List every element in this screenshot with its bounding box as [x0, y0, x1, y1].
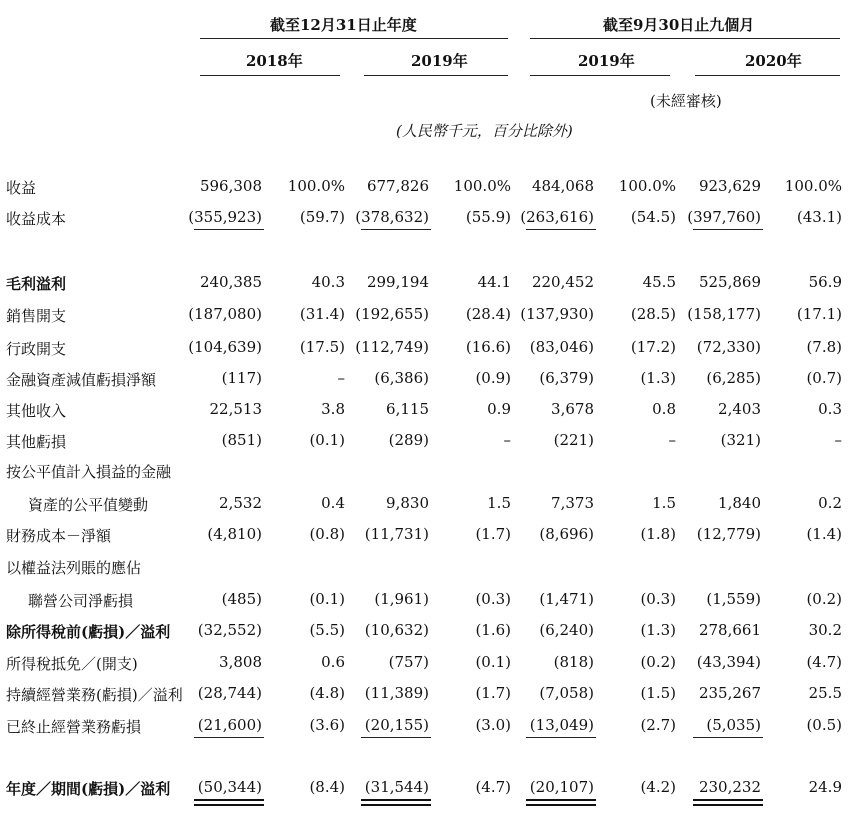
- percent-cell: 100.0%: [618, 177, 676, 195]
- percent-cell: (1.4): [806, 525, 842, 543]
- percent-cell: (43.1): [796, 208, 842, 226]
- period-2020: 2020年: [745, 52, 802, 70]
- percent-cell: (0.9): [475, 369, 511, 387]
- row-label: 銷售開支: [6, 307, 67, 325]
- percent-cell: 40.3: [311, 273, 345, 291]
- percent-cell: 0.9: [487, 400, 511, 418]
- amount-cell: 525,869: [698, 273, 761, 291]
- percent-cell: (1.5): [640, 684, 676, 702]
- group-header-year: 截至12月31日止年度: [270, 16, 417, 34]
- percent-cell: 3.8: [321, 400, 345, 418]
- amount-cell: (112,749): [355, 338, 429, 356]
- total-double-underline: [693, 804, 763, 806]
- group-header-nine-months: 截至9月30日止九個月: [603, 16, 755, 34]
- amount-cell: 220,452: [531, 273, 594, 291]
- percent-cell: (17.2): [630, 338, 676, 356]
- row-label: 收益: [6, 179, 37, 197]
- percent-cell: 1.5: [652, 494, 676, 512]
- percent-cell: 0.6: [321, 653, 345, 671]
- percent-cell: (4.7): [806, 653, 842, 671]
- year-underline-2018: [200, 75, 340, 76]
- amount-cell: 923,629: [698, 177, 761, 195]
- subtotal-underline: [361, 229, 431, 230]
- percent-cell: (0.7): [806, 369, 842, 387]
- amount-cell: (289): [388, 431, 429, 449]
- amount-cell: (72,330): [696, 338, 761, 356]
- period-2019: 2019年: [578, 52, 635, 70]
- subtotal-underline: [693, 229, 763, 230]
- percent-cell: (54.5): [630, 208, 676, 226]
- percent-cell: 44.1: [477, 273, 511, 291]
- amount-cell: (378,632): [355, 208, 429, 226]
- amount-cell: 1,840: [718, 494, 761, 512]
- percent-cell: (1.6): [475, 621, 511, 639]
- amount-cell: (355,923): [188, 208, 262, 226]
- percent-cell: (4.8): [309, 684, 345, 702]
- subtotal-underline: [194, 229, 264, 230]
- percent-cell: –: [337, 369, 345, 387]
- amount-cell: (13,049): [529, 716, 594, 734]
- percent-cell: 100.0%: [784, 177, 842, 195]
- amount-cell: (6,379): [539, 369, 594, 387]
- amount-cell: (192,655): [355, 305, 429, 323]
- percent-cell: (1.3): [640, 369, 676, 387]
- amount-cell: (6,285): [706, 369, 761, 387]
- percent-cell: 24.9: [808, 778, 842, 796]
- row-label: 收益成本: [6, 210, 67, 228]
- percent-cell: 30.2: [808, 621, 842, 639]
- row-label: 按公平值計入損益的金融: [6, 463, 172, 481]
- total-double-underline: [194, 799, 264, 801]
- row-label: 金融資產減值虧損淨額: [6, 371, 157, 389]
- row-label: 毛利溢利: [6, 275, 67, 293]
- percent-cell: –: [668, 431, 676, 449]
- percent-cell: (1.8): [640, 525, 676, 543]
- percent-cell: (16.6): [465, 338, 511, 356]
- percent-cell: (28.4): [465, 305, 511, 323]
- amount-cell: 240,385: [199, 273, 262, 291]
- amount-cell: 22,513: [209, 400, 262, 418]
- percent-cell: (28.5): [630, 305, 676, 323]
- amount-cell: (28,744): [197, 684, 262, 702]
- amount-cell: (104,639): [188, 338, 262, 356]
- amount-cell: (221): [553, 431, 594, 449]
- percent-cell: 100.0%: [453, 177, 511, 195]
- amount-cell: (1,961): [374, 590, 429, 608]
- percent-cell: (17.5): [299, 338, 345, 356]
- amount-cell: (818): [553, 653, 594, 671]
- amount-cell: 3,808: [219, 653, 262, 671]
- row-label: 行政開支: [6, 340, 67, 358]
- row-label: 其他收入: [6, 402, 67, 420]
- percent-cell: –: [834, 431, 842, 449]
- subtotal-underline: [361, 737, 431, 738]
- row-label: 以權益法列賬的應佔: [6, 559, 142, 577]
- percent-cell: (4.7): [475, 778, 511, 796]
- amount-cell: (1,559): [706, 590, 761, 608]
- amount-cell: (263,616): [520, 208, 594, 226]
- subtotal-underline: [526, 229, 596, 230]
- amount-cell: 677,826: [366, 177, 429, 195]
- percent-cell: 25.5: [808, 684, 842, 702]
- percent-cell: 56.9: [808, 273, 842, 291]
- percent-cell: 45.5: [642, 273, 676, 291]
- percent-cell: (31.4): [299, 305, 345, 323]
- amount-cell: (11,731): [364, 525, 429, 543]
- amount-cell: (321): [720, 431, 761, 449]
- amount-cell: (757): [388, 653, 429, 671]
- percent-cell: 1.5: [487, 494, 511, 512]
- amount-cell: (20,107): [529, 778, 594, 796]
- percent-cell: (2.7): [640, 716, 676, 734]
- percent-cell: (0.1): [475, 653, 511, 671]
- amount-cell: (32,552): [197, 621, 262, 639]
- amount-cell: 7,373: [551, 494, 594, 512]
- percent-cell: (8.4): [309, 778, 345, 796]
- amount-cell: (11,389): [364, 684, 429, 702]
- row-label: 聯營公司淨虧損: [28, 592, 134, 610]
- amount-cell: (7,058): [539, 684, 594, 702]
- amount-cell: (10,632): [364, 621, 429, 639]
- period-underline-2020: [695, 75, 840, 76]
- percent-cell: (1.7): [475, 525, 511, 543]
- percent-cell: (1.3): [640, 621, 676, 639]
- row-label: 資產的公平值變動: [28, 496, 149, 514]
- period-underline-2019: [530, 75, 670, 76]
- year-2019: 2019年: [411, 52, 468, 70]
- percent-cell: (5.5): [309, 621, 345, 639]
- unaudited-note: (未經審核): [650, 92, 722, 110]
- amount-cell: (8,696): [539, 525, 594, 543]
- amount-cell: (5,035): [706, 716, 761, 734]
- group-underline-nine-months: [530, 38, 840, 39]
- percent-cell: 0.3: [818, 400, 842, 418]
- total-double-underline: [526, 804, 596, 806]
- amount-cell: (21,600): [197, 716, 262, 734]
- amount-cell: (83,046): [529, 338, 594, 356]
- amount-cell: (6,240): [539, 621, 594, 639]
- amount-cell: 9,830: [386, 494, 429, 512]
- percent-cell: 0.2: [818, 494, 842, 512]
- amount-cell: (187,080): [188, 305, 262, 323]
- amount-cell: 235,267: [698, 684, 761, 702]
- amount-cell: (43,394): [696, 653, 761, 671]
- amount-cell: 484,068: [531, 177, 594, 195]
- percent-cell: (0.1): [309, 431, 345, 449]
- percent-cell: (0.2): [806, 590, 842, 608]
- percent-cell: (0.1): [309, 590, 345, 608]
- year-2018: 2018年: [246, 52, 303, 70]
- total-double-underline: [361, 804, 431, 806]
- row-label: 所得稅抵免／(開支): [6, 655, 138, 673]
- group-underline-year: [200, 38, 508, 39]
- percent-cell: (0.3): [475, 590, 511, 608]
- amount-cell: 230,232: [698, 778, 761, 796]
- row-label: 除所得稅前(虧損)／溢利: [6, 623, 171, 641]
- row-label: 年度／期間(虧損)／溢利: [6, 780, 171, 798]
- row-label: 其他虧損: [6, 433, 67, 451]
- percent-cell: 0.8: [652, 400, 676, 418]
- amount-cell: (117): [221, 369, 262, 387]
- total-double-underline: [693, 799, 763, 801]
- amount-cell: (397,760): [687, 208, 761, 226]
- row-label: 持續經營業務(虧損)／溢利: [6, 686, 183, 704]
- amount-cell: (31,544): [364, 778, 429, 796]
- amount-cell: (20,155): [364, 716, 429, 734]
- percent-cell: (17.1): [796, 305, 842, 323]
- percent-cell: (0.5): [806, 716, 842, 734]
- percent-cell: (0.8): [309, 525, 345, 543]
- amount-cell: 3,678: [551, 400, 594, 418]
- total-double-underline: [194, 804, 264, 806]
- subtotal-underline: [194, 737, 264, 738]
- percent-cell: (7.8): [806, 338, 842, 356]
- amount-cell: (158,177): [687, 305, 761, 323]
- amount-cell: (851): [221, 431, 262, 449]
- amount-cell: 299,194: [366, 273, 429, 291]
- amount-cell: 6,115: [386, 400, 429, 418]
- percent-cell: (0.2): [640, 653, 676, 671]
- percent-cell: (1.7): [475, 684, 511, 702]
- subtotal-underline: [693, 737, 763, 738]
- percent-cell: –: [503, 431, 511, 449]
- year-underline-2019: [364, 75, 508, 76]
- unit-note: (人民幣千元，百分比除外): [396, 122, 573, 140]
- amount-cell: (4,810): [207, 525, 262, 543]
- amount-cell: (6,386): [374, 369, 429, 387]
- percent-cell: (0.3): [640, 590, 676, 608]
- percent-cell: (59.7): [299, 208, 345, 226]
- percent-cell: (3.0): [475, 716, 511, 734]
- amount-cell: (12,779): [696, 525, 761, 543]
- percent-cell: 0.4: [321, 494, 345, 512]
- amount-cell: 2,403: [718, 400, 761, 418]
- total-double-underline: [526, 799, 596, 801]
- amount-cell: (137,930): [520, 305, 594, 323]
- amount-cell: (1,471): [539, 590, 594, 608]
- amount-cell: (485): [221, 590, 262, 608]
- percent-cell: 100.0%: [287, 177, 345, 195]
- row-label: 財務成本－淨額: [6, 527, 112, 545]
- total-double-underline: [361, 799, 431, 801]
- percent-cell: (55.9): [465, 208, 511, 226]
- amount-cell: 278,661: [698, 621, 761, 639]
- amount-cell: 2,532: [219, 494, 262, 512]
- amount-cell: 596,308: [199, 177, 262, 195]
- subtotal-underline: [526, 737, 596, 738]
- percent-cell: (3.6): [309, 716, 345, 734]
- percent-cell: (4.2): [640, 778, 676, 796]
- row-label: 已終止經營業務虧損: [6, 718, 142, 736]
- amount-cell: (50,344): [197, 778, 262, 796]
